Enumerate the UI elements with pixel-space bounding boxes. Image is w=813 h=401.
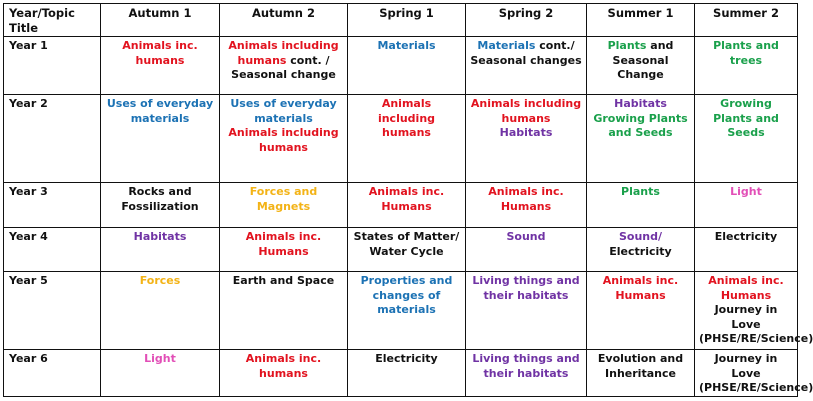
table-row bbox=[4, 228, 798, 272]
table-row bbox=[4, 37, 798, 95]
topic-text: Uses of everyday materials bbox=[106, 97, 214, 125]
topic-cell bbox=[587, 37, 695, 95]
topic-text: Electricity bbox=[609, 244, 672, 258]
topic-cell bbox=[220, 183, 348, 228]
topic-text: Uses of everyday materials bbox=[230, 97, 337, 125]
topic-text: Materials bbox=[477, 39, 536, 52]
year-label: Year 4 bbox=[4, 228, 101, 272]
year-label: Year 3 bbox=[4, 183, 101, 228]
topic-cell bbox=[220, 272, 348, 350]
topic-cell bbox=[695, 183, 798, 228]
header-row bbox=[4, 4, 798, 37]
topic-text: Rocks and Fossilization bbox=[121, 185, 199, 213]
term-header: Spring 1 bbox=[348, 4, 466, 37]
topic-text: Plants bbox=[621, 185, 660, 198]
topic-cell bbox=[466, 350, 587, 397]
topic-cell bbox=[695, 272, 813, 350]
topic-cell bbox=[101, 350, 220, 397]
topic-text: Habitats bbox=[133, 230, 187, 243]
term-header: Summer 2 bbox=[695, 4, 798, 37]
topic-text: States of Matter/ Water Cycle bbox=[353, 230, 460, 258]
topic-cell bbox=[348, 272, 466, 350]
topic-text: Habitats bbox=[499, 126, 553, 139]
topic-cell bbox=[695, 37, 798, 95]
topic-cell bbox=[695, 228, 798, 272]
topic-text: and Seasonal Change bbox=[612, 39, 674, 81]
topic-text: Animals including humans bbox=[228, 39, 339, 67]
year-label: Year 5 bbox=[4, 272, 101, 350]
year-label: Year 2 bbox=[4, 95, 101, 183]
topic-cell bbox=[220, 350, 348, 397]
term-header: Autumn 2 bbox=[220, 4, 348, 37]
table-row bbox=[4, 183, 798, 228]
topic-text: Animals including humans bbox=[377, 97, 436, 139]
table-body bbox=[4, 4, 813, 397]
topic-cell bbox=[101, 183, 220, 228]
topic-cell bbox=[101, 272, 220, 350]
table-row bbox=[4, 350, 798, 397]
topic-cell bbox=[348, 228, 466, 272]
topic-text: Plants bbox=[607, 39, 647, 52]
topic-text: Properties and changes of materials bbox=[360, 274, 453, 316]
table-row bbox=[4, 272, 798, 350]
topic-text: Animals inc. Humans bbox=[602, 274, 679, 302]
topic-cell bbox=[466, 183, 587, 228]
topic-text: Animals including humans bbox=[470, 97, 582, 125]
topic-cell bbox=[466, 95, 587, 183]
topic-text: cont./ Seasonal changes bbox=[470, 39, 582, 67]
topic-text: Living things and their habitats bbox=[472, 274, 580, 302]
topic-cell bbox=[348, 350, 466, 397]
topic-text: Light bbox=[144, 352, 176, 365]
topic-text: Sound bbox=[506, 230, 546, 243]
topic-text: Animals inc. humans bbox=[122, 39, 198, 67]
topic-text: Evolution and Inheritance bbox=[597, 352, 684, 380]
topic-cell bbox=[587, 272, 695, 350]
science-curriculum-table bbox=[3, 3, 813, 397]
topic-cell bbox=[466, 272, 587, 350]
topic-cell bbox=[695, 95, 798, 183]
topic-text: cont. / Seasonal change bbox=[231, 53, 336, 81]
topic-cell bbox=[587, 350, 695, 397]
topic-text: Journey in Love (PHSE/RE/Science) bbox=[699, 303, 813, 345]
topic-text: Materials bbox=[377, 39, 436, 52]
topic-text: Electricity bbox=[375, 352, 438, 365]
topic-text: Growing Plants and Seeds bbox=[593, 111, 688, 139]
topic-text: Habitats bbox=[614, 97, 667, 110]
topic-text: Forces bbox=[139, 274, 181, 287]
topic-cell bbox=[220, 228, 348, 272]
topic-cell bbox=[587, 95, 695, 183]
topic-text: Forces and Magnets bbox=[249, 185, 318, 213]
year-label: Year 1 bbox=[4, 37, 101, 95]
topic-cell bbox=[587, 183, 695, 228]
topic-cell bbox=[695, 350, 813, 397]
topic-cell bbox=[587, 228, 695, 272]
year-label: Year 6 bbox=[4, 350, 101, 397]
topic-text: Light bbox=[730, 185, 762, 198]
term-header: Spring 2 bbox=[466, 4, 587, 37]
topic-cell bbox=[220, 37, 348, 95]
topic-text: Animals including humans bbox=[228, 126, 339, 154]
table-row bbox=[4, 95, 798, 183]
topic-cell bbox=[101, 95, 220, 183]
topic-cell bbox=[466, 37, 587, 95]
topic-text: Animals inc. Humans bbox=[488, 185, 564, 213]
topic-title-header: Year/Topic Title bbox=[4, 4, 101, 37]
topic-text: Journey in Love (PHSE/RE/Science) bbox=[699, 352, 813, 394]
topic-cell bbox=[101, 228, 220, 272]
topic-text: Living things and their habitats bbox=[472, 352, 580, 380]
topic-text: Animals inc. Humans bbox=[708, 274, 784, 302]
term-header: Summer 1 bbox=[587, 4, 695, 37]
topic-cell bbox=[101, 37, 220, 95]
topic-text: Animals inc. Humans bbox=[368, 185, 445, 213]
term-header: Autumn 1 bbox=[101, 4, 220, 37]
topic-text: Growing Plants and Seeds bbox=[713, 97, 779, 139]
topic-text: Animals inc. humans bbox=[245, 352, 322, 380]
topic-cell bbox=[348, 95, 466, 183]
topic-cell bbox=[348, 183, 466, 228]
topic-cell bbox=[348, 37, 466, 95]
topic-cell bbox=[220, 95, 348, 183]
topic-text: Sound/ bbox=[618, 230, 663, 243]
topic-text: Earth and Space bbox=[232, 274, 335, 287]
topic-text: Plants and trees bbox=[713, 39, 779, 67]
topic-cell bbox=[466, 228, 587, 272]
topic-text: Animals inc. Humans bbox=[245, 230, 322, 258]
topic-text: Electricity bbox=[714, 230, 778, 243]
